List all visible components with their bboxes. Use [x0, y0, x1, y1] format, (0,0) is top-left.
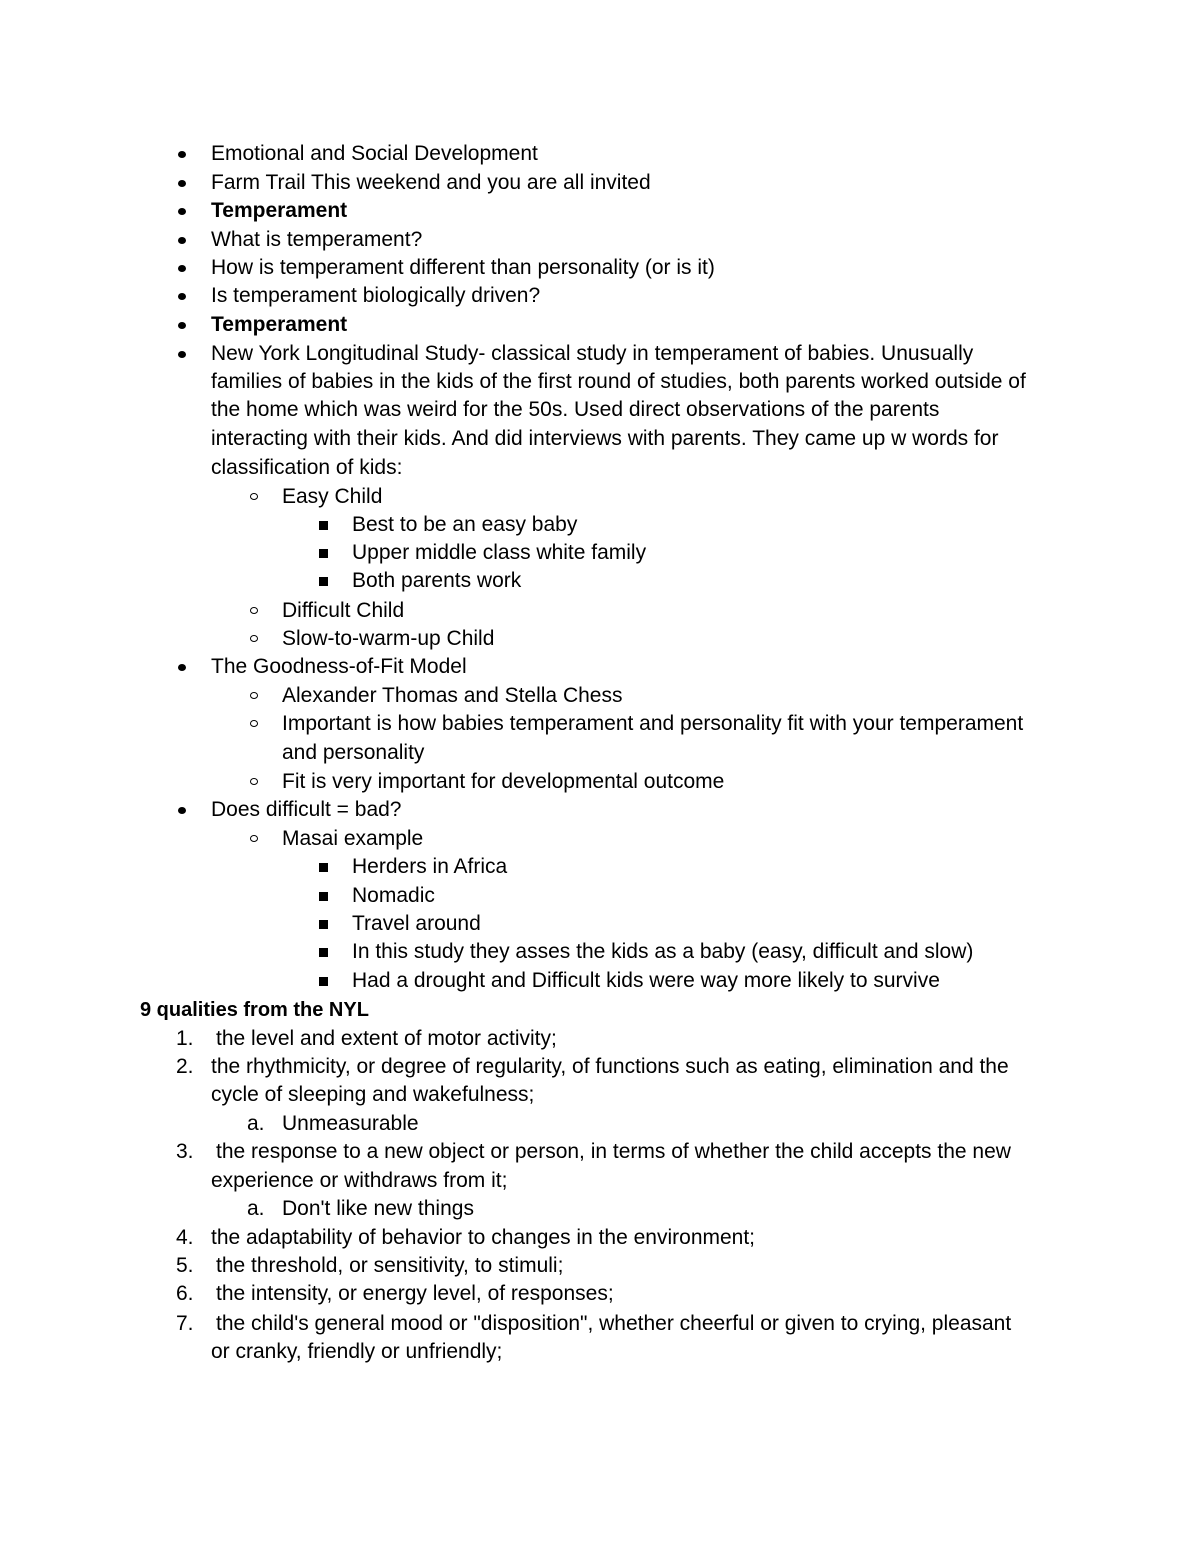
numbered-item-text: the child's general mood or "disposition", whether cheerful or given to crying, pleasant [216, 1312, 1012, 1335]
bullet-dot-icon [178, 322, 186, 329]
bullet-circle-icon [250, 720, 258, 727]
bullet-circle-icon [250, 493, 258, 500]
bullet-circle-icon [250, 835, 258, 842]
section-heading: Temperament [211, 199, 348, 222]
sub-sub-list-item-text: Had a drought and Difficult kids were way more likely to survive [352, 969, 940, 992]
item-number: 2. [176, 1055, 194, 1078]
bullet-square-icon [319, 977, 328, 986]
paragraph-line: classification of kids: [211, 456, 403, 479]
bullet-square-icon [319, 577, 328, 586]
bullet-square-icon [319, 948, 328, 957]
item-number: 1. [176, 1027, 194, 1050]
sub-list-item-text: Difficult Child [282, 599, 405, 622]
lettered-sub-item-text: Unmeasurable [282, 1112, 419, 1135]
item-number: 7. [176, 1312, 194, 1335]
paragraph-line: the home which was weird for the 50s. Used direct observations of the parents [211, 398, 940, 421]
sub-sub-list-item-text: Both parents work [352, 569, 522, 592]
bullet-dot-icon [178, 265, 186, 272]
sub-list-item-text: Easy Child [282, 485, 383, 508]
list-item-text: Is temperament biologically driven? [211, 284, 541, 307]
numbered-item-text: the response to a new object or person, in terms of whether the child accepts the new [216, 1140, 1011, 1163]
list-item-text: Does difficult = bad? [211, 798, 402, 821]
item-letter: a. [247, 1112, 265, 1135]
item-number: 3. [176, 1140, 194, 1163]
section-heading: Temperament [211, 313, 348, 336]
bullet-dot-icon [178, 208, 186, 215]
qualities-heading: 9 qualities from the NYL [140, 999, 369, 1021]
bullet-circle-icon [250, 778, 258, 785]
sub-sub-list-item-text: Travel around [352, 912, 481, 935]
paragraph-line: New York Longitudinal Study- classical study in temperament of babies. Unusually [211, 342, 974, 365]
sub-sub-list-item-text: Best to be an easy baby [352, 513, 578, 536]
paragraph-line: families of babies in the kids of the first round of studies, both parents worked outside of [211, 370, 1026, 393]
bullet-dot-icon [178, 351, 186, 358]
paragraph-line: interacting with their kids. And did interviews with parents. They came up w words for [211, 427, 999, 450]
list-item-text: The Goodness-of-Fit Model [211, 655, 467, 678]
sub-list-item-text: Slow-to-warm-up Child [282, 627, 495, 650]
lettered-sub-item-text: Don't like new things [282, 1197, 474, 1220]
item-letter: a. [247, 1197, 265, 1220]
bullet-dot-icon [178, 237, 186, 244]
sub-list-item-text: Masai example [282, 827, 424, 850]
bullet-square-icon [319, 549, 328, 558]
sub-sub-list-item-text: Herders in Africa [352, 855, 508, 878]
bullet-square-icon [319, 892, 328, 901]
bullet-dot-icon [178, 807, 186, 814]
numbered-item-text: or cranky, friendly or unfriendly; [211, 1340, 503, 1363]
numbered-item-text: the adaptability of behavior to changes in the environment; [211, 1226, 756, 1249]
bullet-square-icon [319, 920, 328, 929]
numbered-item-text: cycle of sleeping and wakefulness; [211, 1083, 535, 1106]
bullet-dot-icon [178, 664, 186, 671]
item-number: 4. [176, 1226, 194, 1249]
bullet-circle-icon [250, 607, 258, 614]
sub-list-item-text: and personality [282, 741, 425, 764]
item-number: 5. [176, 1254, 194, 1277]
sub-list-item-text: Fit is very important for developmental outcome [282, 770, 725, 793]
list-item-text: What is temperament? [211, 228, 423, 251]
bullet-circle-icon [250, 635, 258, 642]
list-item-text: How is temperament different than personality (or is it) [211, 256, 715, 279]
sub-sub-list-item-text: Upper middle class white family [352, 541, 647, 564]
numbered-item-text: the level and extent of motor activity; [216, 1027, 557, 1050]
numbered-item-text: the threshold, or sensitivity, to stimuli; [216, 1254, 564, 1277]
bullet-dot-icon [178, 293, 186, 300]
bullet-dot-icon [178, 180, 186, 187]
sub-sub-list-item-text: In this study they asses the kids as a baby (easy, difficult and slow) [352, 940, 974, 963]
bullet-dot-icon [178, 151, 186, 158]
list-item-text: Emotional and Social Development [211, 142, 538, 165]
bullet-square-icon [319, 521, 328, 530]
bullet-square-icon [319, 863, 328, 872]
item-number: 6. [176, 1282, 194, 1305]
numbered-item-text: the rhythmicity, or degree of regularity, of functions such as eating, elimination and the [211, 1055, 1009, 1078]
sub-list-item-text: Alexander Thomas and Stella Chess [282, 684, 623, 707]
bullet-circle-icon [250, 692, 258, 699]
numbered-item-text: experience or withdraws from it; [211, 1169, 508, 1192]
list-item-text: Farm Trail This weekend and you are all invited [211, 171, 651, 194]
sub-list-item-text: Important is how babies temperament and personality fit with your temperament [282, 712, 1024, 735]
numbered-item-text: the intensity, or energy level, of responses; [216, 1282, 614, 1305]
sub-sub-list-item-text: Nomadic [352, 884, 435, 907]
